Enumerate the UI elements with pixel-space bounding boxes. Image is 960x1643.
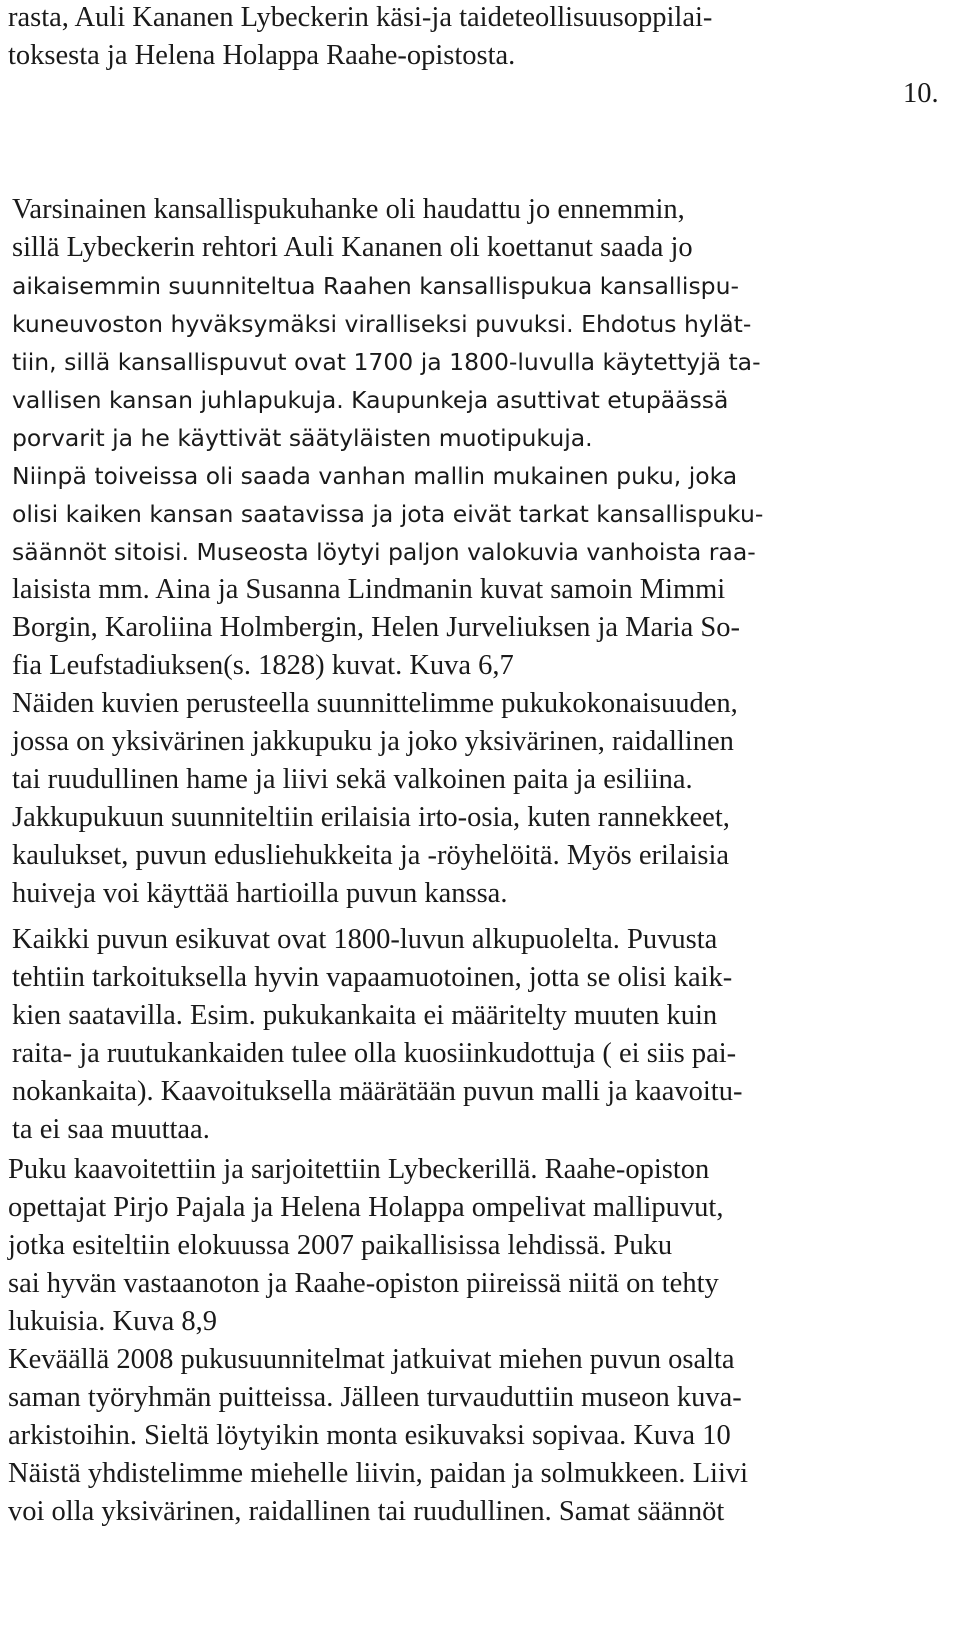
text-line: säännöt sitoisi. Museosta löytyi paljon valokuvia vanhoista raa-	[12, 538, 756, 566]
text-line: jotka esiteltiin elokuussa 2007 paikallisissa lehdissä. Puku	[8, 1230, 673, 1261]
text-line: kuneuvoston hyväksymäksi viralliseksi puvuksi. Ehdotus hylät-	[12, 310, 752, 338]
text-line: nokankaita). Kaavoituksella määrätään puvun malli ja kaavoitu-	[12, 1076, 743, 1107]
text-line: saman työryhmän puitteissa. Jälleen turvauduttiin museon kuva-	[8, 1382, 742, 1413]
text-line: opettajat Pirjo Pajala ja Helena Holappa ompelivat mallipuvut,	[8, 1192, 724, 1223]
text-line: raita- ja ruutukankaiden tulee olla kuosiinkudottuja ( ei siis pai-	[12, 1038, 737, 1069]
text-line: vallisen kansan juhlapukuja. Kaupunkeja asuttivat etupäässä	[12, 386, 729, 414]
text-line: tiin, sillä kansallispuvut ovat 1700 ja 1800-luvulla käytettyjä ta-	[12, 348, 761, 376]
text-line: Puku kaavoitettiin ja sarjoitettiin Lybeckerillä. Raahe-opiston	[8, 1154, 710, 1185]
text-line: aikaisemmin suunniteltua Raahen kansallispukua kansallispu-	[12, 272, 739, 300]
text-line: arkistoihin. Sieltä löytyikin monta esikuvaksi sopivaa. Kuva 10	[8, 1420, 731, 1451]
text-line: Borgin, Karoliina Holmbergin, Helen Jurveliuksen ja Maria So-	[12, 612, 740, 643]
text-line: toksesta ja Helena Holappa Raahe-opistosta.	[8, 40, 516, 71]
text-line: Jakkupukuun suunniteltiin erilaisia irto-osia, kuten rannekkeet,	[12, 802, 730, 833]
text-line: sillä Lybeckerin rehtori Auli Kananen oli koettanut saada jo	[12, 232, 693, 263]
text-line: Keväällä 2008 pukusuunnitelmat jatkuivat miehen puvun osalta	[8, 1344, 735, 1375]
page-number: 10.	[903, 78, 939, 109]
text-line: Kaikki puvun esikuvat ovat 1800-luvun alkupuolelta. Puvusta	[12, 924, 718, 955]
text-line: sai hyvän vastaanoton ja Raahe-opiston piireissä niitä on tehty	[8, 1268, 719, 1299]
text-line: porvarit ja he käyttivät säätyläisten muotipukuja.	[12, 424, 593, 452]
text-line: Näistä yhdistelimme miehelle liivin, paidan ja solmukkeen. Liivi	[8, 1458, 749, 1489]
text-line: jossa on yksivärinen jakkupuku ja joko yksivärinen, raidallinen	[12, 726, 734, 757]
text-line: Näiden kuvien perusteella suunnittelimme pukukokonaisuuden,	[12, 688, 738, 719]
text-line: fia Leufstadiuksen(s. 1828) kuvat. Kuva 6,7	[12, 650, 514, 681]
text-line: lukuisia. Kuva 8,9	[8, 1306, 217, 1337]
text-line: laisista mm. Aina ja Susanna Lindmanin kuvat samoin Mimmi	[12, 574, 726, 605]
text-line: tai ruudullinen hame ja liivi sekä valkoinen paita ja esiliina.	[12, 764, 693, 795]
text-line: Niinpä toiveissa oli saada vanhan mallin mukainen puku, joka	[12, 462, 738, 490]
text-line: ta ei saa muuttaa.	[12, 1114, 210, 1145]
text-line: rasta, Auli Kananen Lybeckerin käsi-ja taideteollisuusoppilai-	[8, 2, 713, 33]
text-line: huiveja voi käyttää hartioilla puvun kanssa.	[12, 878, 508, 909]
text-line: kaulukset, puvun edusliehukkeita ja -röyhelöitä. Myös erilaisia	[12, 840, 730, 871]
text-line: Varsinainen kansallispukuhanke oli haudattu jo ennemmin,	[12, 194, 685, 225]
text-line: kien saatavilla. Esim. pukukankaita ei määritelty muuten kuin	[12, 1000, 718, 1031]
text-line: voi olla yksivärinen, raidallinen tai ruudullinen. Samat säännöt	[8, 1496, 725, 1527]
text-line: tehtiin tarkoituksella hyvin vapaamuotoinen, jotta se olisi kaik-	[12, 962, 733, 993]
text-line: olisi kaiken kansan saatavissa ja jota eivät tarkat kansallispuku-	[12, 500, 764, 528]
